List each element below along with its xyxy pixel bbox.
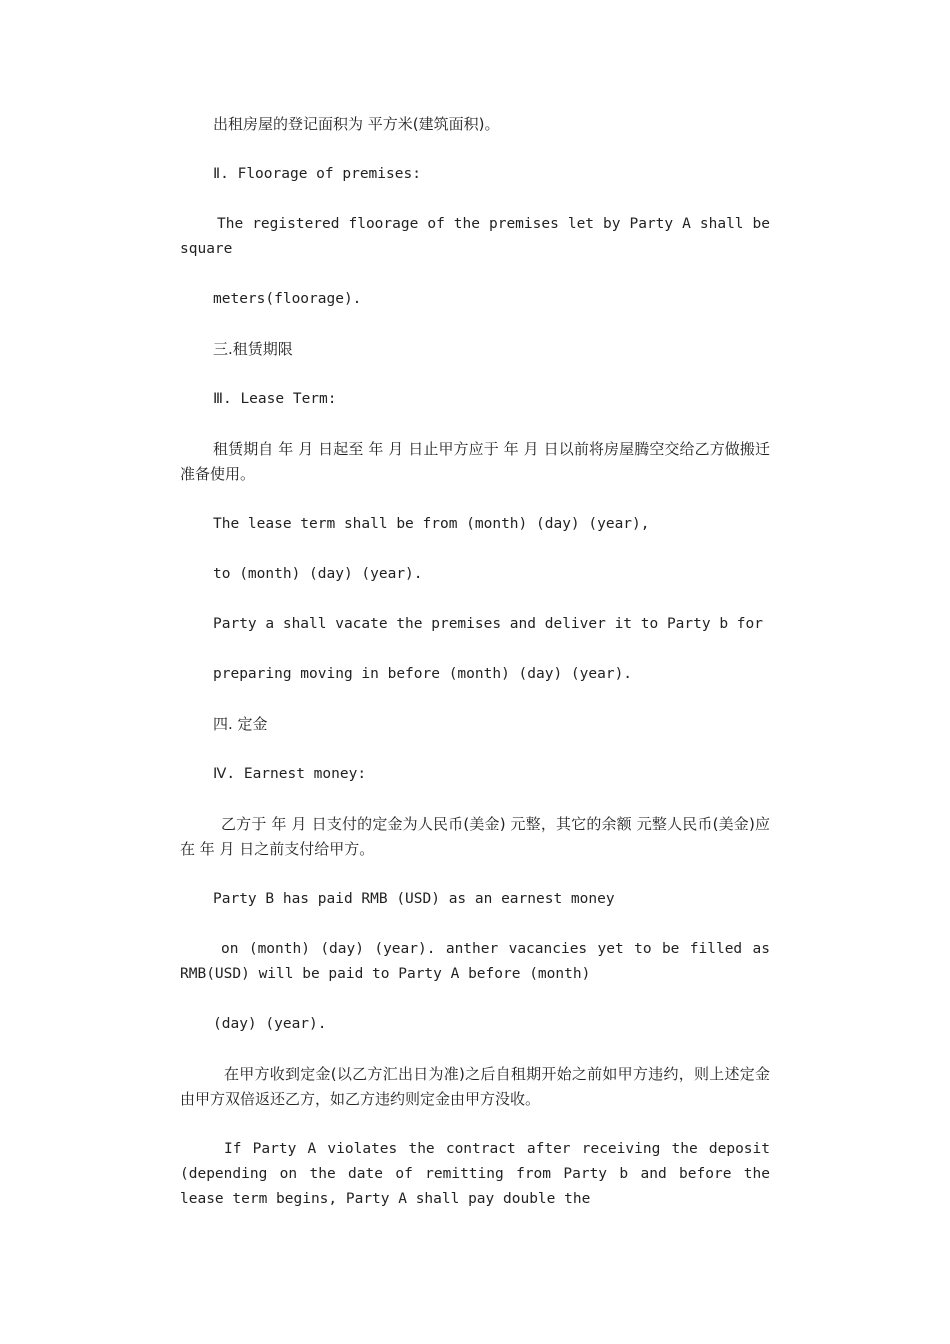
paragraph-breach-cn: 在甲方收到定金(以乙方汇出日为准)之后自租期开始之前如甲方违约，则上述定金由甲方双倍返还乙方，如乙方违约则定金由甲方没收。 xyxy=(180,1065,770,1108)
heading-earnest-money-cn: 四. 定金 xyxy=(213,715,268,733)
paragraph-floorage-en: The registered floorage of the premises let by Party A shall be square xyxy=(180,216,770,257)
paragraph-lease-term-cn: 租赁期自 年 月 日起至 年 月 日止甲方应于 年 月 日以前将房屋腾空交给乙方做搬迁准备使用。 xyxy=(180,440,770,483)
paragraph-earnest-money-en-3: (day) (year). xyxy=(213,1016,327,1032)
paragraph-earnest-money-cn: 乙方于 年 月 日支付的定金为人民币(美金) 元整，其它的余额 元整人民币(美金)应在 年 月 日之前支付给甲方。 xyxy=(180,815,770,858)
paragraph-lease-term-en-4: preparing moving in before (month) (day) (year). xyxy=(213,666,633,682)
document-page xyxy=(180,112,770,1237)
heading-lease-term-cn: 三.租赁期限 xyxy=(213,340,293,358)
paragraph-lease-term-en-3: Party a shall vacate the premises and deliver it to Party b for xyxy=(213,616,763,632)
paragraph-breach-en: If Party A violates the contract after receiving the deposit (depending on the date of remitting from Party b and before the lease term begins, Party A shall pay double the xyxy=(180,1141,770,1207)
paragraph-earnest-money-en-2: on (month) (day) (year). anther vacancies yet to be filled as RMB(USD) will be paid to Party A before (month) xyxy=(180,941,770,982)
paragraph-earnest-money-en-1: Party B has paid RMB (USD) as an earnest money xyxy=(213,891,615,907)
paragraph-lease-term-en-1: The lease term shall be from (month) (day) (year), xyxy=(213,516,650,532)
heading-earnest-money-en: Ⅳ. Earnest money: xyxy=(213,766,367,782)
paragraph-floorage-en-cont: meters(floorage). xyxy=(213,291,362,307)
paragraph-floorage-cn: 出租房屋的登记面积为 平方米(建筑面积)。 xyxy=(213,115,500,133)
heading-floorage-en: Ⅱ. Floorage of premises: xyxy=(213,166,421,182)
heading-lease-term-en: Ⅲ. Lease Term: xyxy=(213,391,337,407)
paragraph-lease-term-en-2: to (month) (day) (year). xyxy=(213,566,423,582)
